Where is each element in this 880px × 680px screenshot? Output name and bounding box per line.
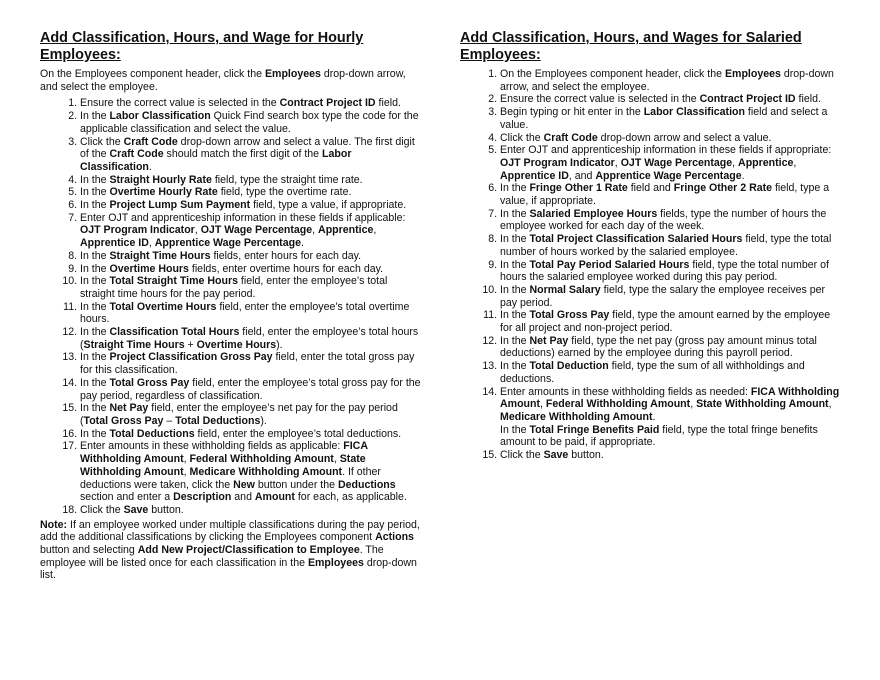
hourly-note: Note: If an employee worked under multiple classifications during the pay period, add the additional classifications by clicking the Employees component Actions button and selecting Add New Project/Classification to Employee. The employee will be listed once for each classification in the Employees drop-down list.	[40, 518, 420, 582]
hourly-step: 6. In the Project Lump Sum Payment field, type a value, if appropriate.	[80, 199, 424, 212]
hourly-step: 1. Ensure the correct value is selected in the Contract Project ID field.	[80, 97, 424, 110]
salaried-section	[460, 30, 840, 462]
hourly-step: 11. In the Total Overtime Hours field, enter the employee’s total overtime hours.	[80, 301, 424, 326]
hourly-step: 5. In the Overtime Hourly Rate field, type the overtime rate.	[80, 186, 424, 199]
hourly-step: 18. Click the Save button.	[80, 504, 424, 517]
hourly-step: 10. In the Total Straight Time Hours field, enter the employee’s total straight time hours for the pay period.	[80, 275, 424, 300]
salaried-step: 9. In the Total Pay Period Salaried Hours field, type the total number of hours the salaried employee worked during this pay period.	[500, 259, 840, 284]
hourly-title: Add Classification, Hours, and Wage for Hourly Employees:	[40, 30, 364, 63]
salaried-step: 6. In the Fringe Other 1 Rate field and Fringe Other 2 Rate field, type a value, if appropriate.	[500, 182, 840, 207]
salaried-step: 4. Click the Craft Code drop-down arrow and select a value.	[500, 132, 840, 145]
salaried-step: 11. In the Total Gross Pay field, type the amount earned by the employee for all project and non-project period.	[500, 309, 840, 334]
salaried-step: 1. On the Employees component header, click the Employees drop-down arrow, and select the employee.	[500, 68, 840, 93]
hourly-steps-list	[40, 97, 424, 516]
salaried-step: 8. In the Total Project Classification Salaried Hours field, type the total number of hours worked by the salaried employee.	[500, 233, 840, 258]
hourly-intro: On the Employees component header, click the Employees drop-down arrow, and select the employee.	[40, 68, 406, 93]
hourly-step: 3. Click the Craft Code drop-down arrow and select a value. The first digit of the Craft Code should match the first digit of the Labor Classification.	[80, 136, 424, 174]
hourly-step: 14. In the Total Gross Pay field, enter the employee’s total gross pay for the pay period, regardless of classification.	[80, 377, 424, 402]
salaried-steps-list	[460, 68, 840, 462]
salaried-step: 15. Click the Save button.	[500, 449, 840, 462]
salaried-step: 3. Begin typing or hit enter in the Labor Classification field and select a value.	[500, 106, 840, 131]
salaried-step: 7. In the Salaried Employee Hours fields, type the number of hours the employee worked for each day of the week.	[500, 208, 840, 233]
salaried-step: 2. Ensure the correct value is selected in the Contract Project ID field.	[500, 93, 840, 106]
hourly-step: 8. In the Straight Time Hours fields, enter hours for each day.	[80, 250, 424, 263]
salaried-step: 14. Enter amounts in these withholding fields as needed: FICA Withholding Amount, Federal Withholding Amount, State Withholding Amount, Medicare Withholding Amount. In the Total Fringe Benefits Paid field, type the total fringe benefits amount to be paid, if appropriate.	[500, 386, 840, 450]
hourly-step: 16. In the Total Deductions field, enter the employee’s total deductions.	[80, 428, 424, 441]
hourly-section	[40, 30, 424, 582]
hourly-step: 15. In the Net Pay field, enter the employee’s net pay for the pay period (Total Gross Pay – Total Deductions).	[80, 402, 424, 427]
hourly-step: 9. In the Overtime Hours fields, enter overtime hours for each day.	[80, 263, 424, 276]
hourly-step: 2. In the Labor Classification Quick Find search box type the code for the applicable classification and select the value.	[80, 110, 424, 135]
salaried-title: Add Classification, Hours, and Wages for Salaried Employees:	[460, 30, 802, 63]
hourly-step: 7. Enter OJT and apprenticeship information in these fields if applicable: OJT Program Indicator, OJT Wage Percentage, Apprentice, Apprentice ID, Apprentice Wage Percentage.	[80, 212, 424, 250]
hourly-step: 13. In the Project Classification Gross Pay field, enter the total gross pay for this classification.	[80, 351, 424, 376]
salaried-step: 10. In the Normal Salary field, type the salary the employee receives per pay period.	[500, 284, 840, 309]
salaried-step: 5. Enter OJT and apprenticeship information in these fields if appropriate: OJT Program Indicator, OJT Wage Percentage, Apprentice, Apprentice ID, and Apprentice Wage Percentage.	[500, 144, 840, 182]
hourly-step: 17. Enter amounts in these withholding fields as applicable: FICA Withholding Amount, Federal Withholding Amount, State Withholding Amount, Medicare Withholding Amount. If other deductions were taken, click the New button under the Deductions section and enter a Description and Amount for each, as applicable.	[80, 440, 424, 504]
hourly-step: 4. In the Straight Hourly Rate field, type the straight time rate.	[80, 174, 424, 187]
hourly-step: 12. In the Classification Total Hours field, enter the employee’s total hours (Straight Time Hours + Overtime Hours).	[80, 326, 424, 351]
salaried-step: 13. In the Total Deduction field, type the sum of all withholdings and deductions.	[500, 360, 840, 385]
salaried-step: 12. In the Net Pay field, type the net pay (gross pay amount minus total deductions) earned by the employee during this payroll period.	[500, 335, 840, 360]
